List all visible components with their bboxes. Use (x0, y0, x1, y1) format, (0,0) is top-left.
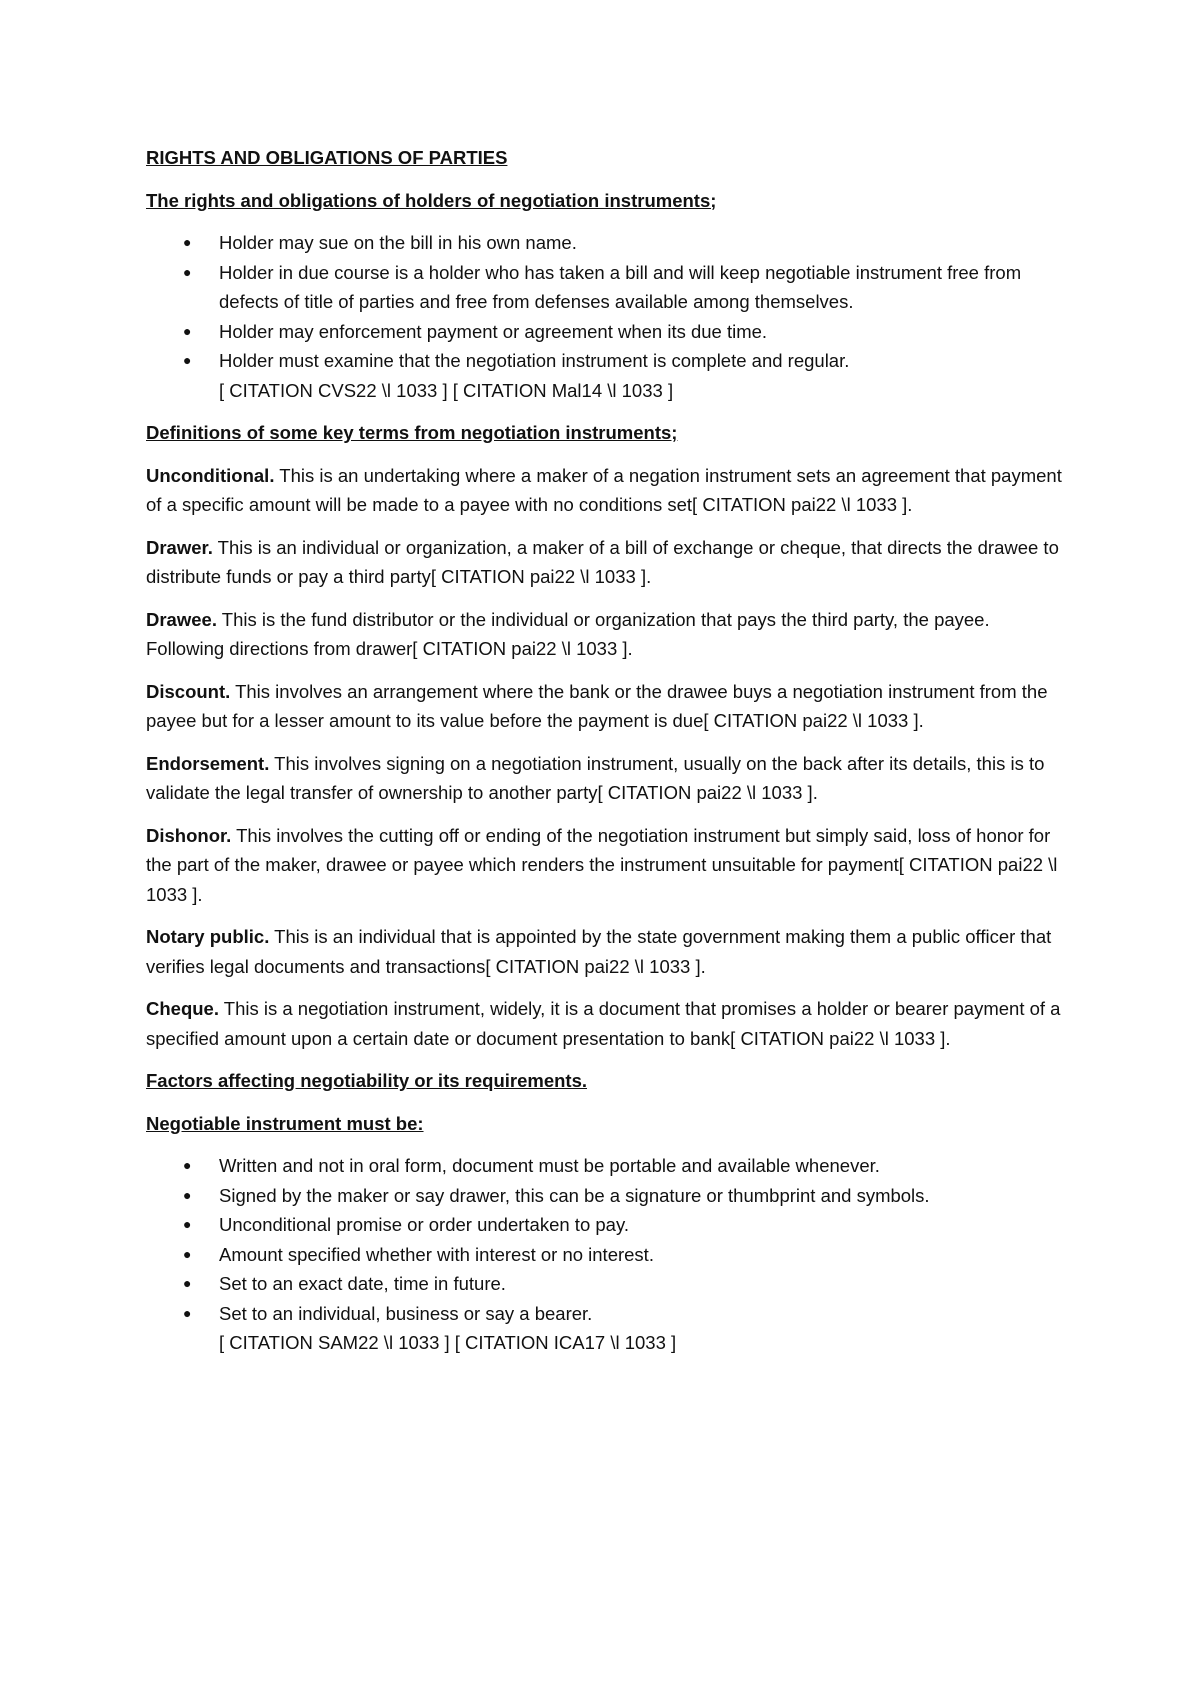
list-item: ● Unconditional promise or order undertaken to pay. (146, 1210, 1066, 1240)
list-item: ● Holder may sue on the bill in his own name. (146, 228, 1066, 258)
definition-text: This is a negotiation instrument, widely, it is a document that promises a holder or bearer payment of a specified amount upon a certain date or document presentation to bank[ CITATION pai22 \l 1033 ]. (146, 998, 1061, 1049)
definition-text: This involves an arrangement where the bank or the drawee buys a negotiation instrument from the payee but for a lesser amount to its value before the payment is due[ CITATION pai22 \l 1033 ]. (146, 680, 1048, 731)
definition-term: Drawer. (146, 536, 213, 558)
bullet-icon: ● (183, 1157, 192, 1173)
definition-drawer (146, 533, 1066, 592)
definition-drawee (146, 605, 1066, 664)
definition-endorsement (146, 749, 1066, 808)
definition-text: This is the fund distributor or the individual or organization that pays the third party, the payee. Following directions from drawer[ CITATION pai22 \l 1033 ]. (146, 608, 990, 659)
document-page (146, 143, 1066, 1371)
definition-text: This involves the cutting off or ending of the negotiation instrument but simply said, loss of honor for the part of the maker, drawee or payee which renders the instrument unsuitable for payment[ CITATION pai22 \l 1033 ]. (146, 824, 1058, 905)
citation-line: [ CITATION SAM22 \l 1033 ] [ CITATION ICA17 \l 1033 ] (219, 1332, 677, 1353)
list-item: ● Signed by the maker or say drawer, this can be a signature or thumbprint and symbols. (146, 1181, 1066, 1211)
citation-line: [ CITATION CVS22 \l 1033 ] [ CITATION Mal14 \l 1033 ] (219, 379, 674, 401)
definition-text: This is an undertaking where a maker of a negation instrument sets an agreement that payment of a specific amount will be made to a payee with no conditions set[ CITATION pai22 \l 1033 ]. (146, 464, 1062, 515)
list-item: ● Holder may enforcement payment or agreement when its due time. (146, 317, 1066, 347)
bullet-icon: ● (183, 1216, 192, 1232)
bullet-icon: ● (183, 1275, 192, 1291)
bullet-icon: ● (183, 1245, 192, 1262)
definition-text: This is an individual that is appointed by the state government making them a public officer that verifies legal documents and transactions[ CITATION pai22 \l 1033 ]. (146, 926, 1052, 977)
list-item: ● Set to an exact date, time in future. (146, 1269, 1066, 1299)
definition-cheque (146, 994, 1066, 1053)
definition-term: Discount. (146, 680, 231, 702)
factors-section-title: Factors affecting negotiability or its requirements. (146, 1070, 588, 1091)
definition-term: Dishonor. (146, 824, 232, 846)
bullet-icon: ● (183, 1304, 192, 1321)
holders-section-title: The rights and obligations of holders of negotiation instruments; (146, 189, 717, 211)
bullet-icon: ● (183, 263, 192, 280)
list-item: ● Amount specified whether with interest or no interest. (146, 1240, 1066, 1270)
definition-discount (146, 677, 1066, 736)
bullet-icon: ● (183, 1186, 192, 1203)
bullet-icon: ● (183, 234, 192, 250)
main-heading: RIGHTS AND OBLIGATIONS OF PARTIES (146, 147, 508, 168)
requirements-bullet-list (146, 1151, 1066, 1358)
definition-unconditional (146, 461, 1066, 520)
definition-term: Unconditional. (146, 464, 275, 486)
list-item: ● Set to an individual, business or say a bearer. (146, 1299, 1066, 1329)
holders-bullet-list (146, 228, 1066, 405)
list-item: ● Written and not in oral form, document must be portable and available whenever. (146, 1151, 1066, 1181)
definition-text: This is an individual or organization, a maker of a bill of exchange or cheque, that directs the drawee to distribute funds or pay a third party[ CITATION pai22 \l 1033 ]. (146, 536, 1059, 587)
list-item: ● Holder in due course is a holder who has taken a bill and will keep negotiable instrument free from defects of title of parties and free from defenses available among themselves. (146, 258, 1066, 317)
definition-text: This involves signing on a negotiation instrument, usually on the back after its details, this is to validate the legal transfer of ownership to another party[ CITATION pai22 \l 1033 ]. (146, 752, 1045, 803)
definition-term: Drawee. (146, 608, 217, 630)
bullet-icon: ● (183, 322, 192, 339)
definitions-section-title: Definitions of some key terms from negotiation instruments; (146, 422, 678, 443)
bullet-icon: ● (183, 352, 192, 368)
definition-notary-public (146, 922, 1066, 981)
definition-term: Cheque. (146, 998, 219, 1019)
definition-term: Endorsement. (146, 752, 270, 774)
list-item: ● Holder must examine that the negotiation instrument is complete and regular. (146, 346, 1066, 376)
definition-term: Notary public. (146, 926, 270, 947)
requirements-section-title: Negotiable instrument must be: (146, 1112, 424, 1134)
definition-dishonor (146, 821, 1066, 910)
